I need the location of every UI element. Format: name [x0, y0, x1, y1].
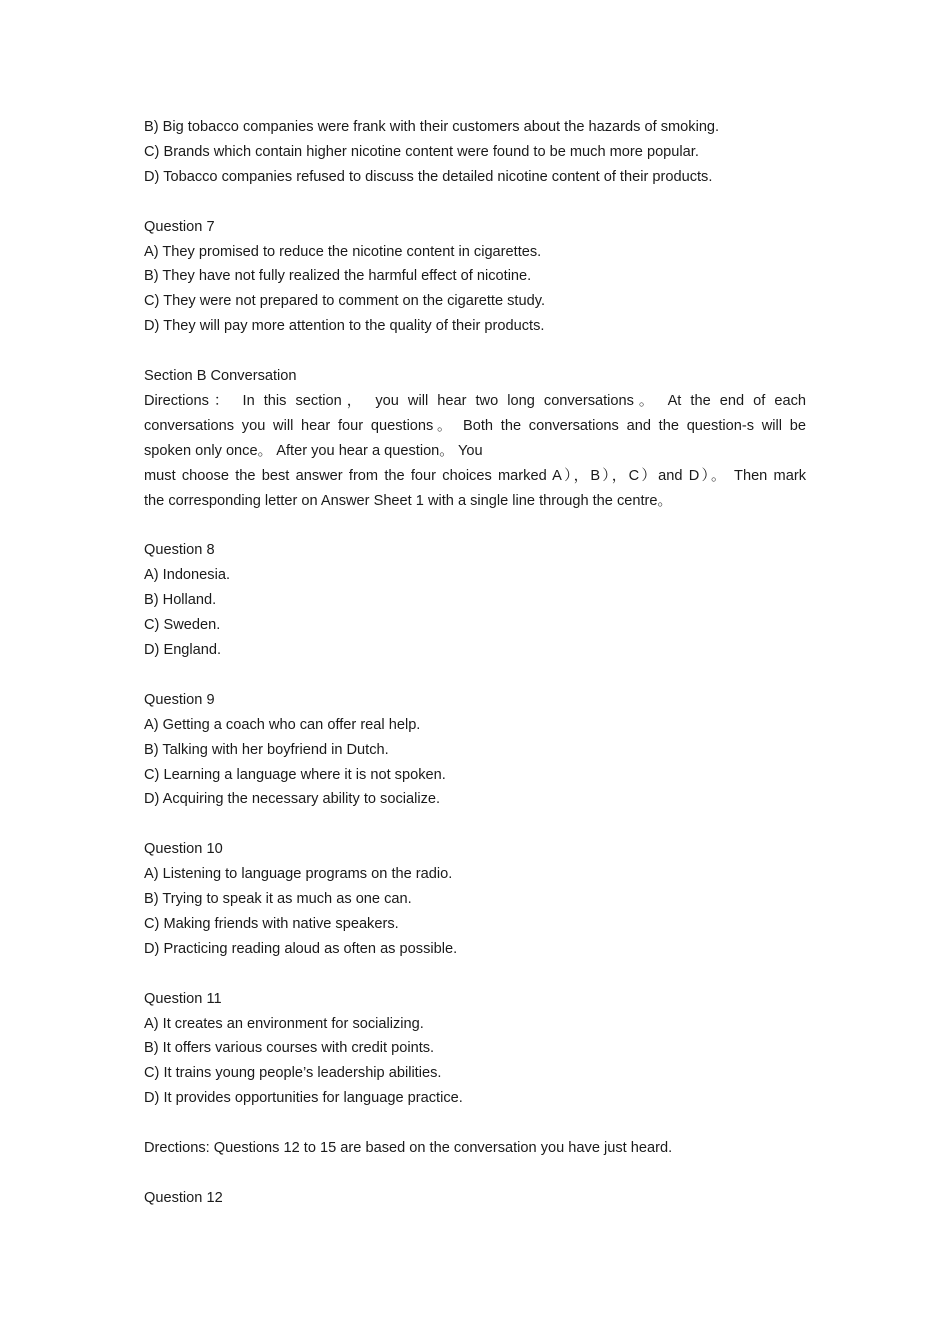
q10-option-b: B) Trying to speak it as much as one can.	[144, 891, 412, 908]
q8-option-d: D) England.	[144, 641, 222, 658]
q6-option-d: D) Tobacco companies refused to discuss the detailed nicotine content of their products.	[144, 168, 713, 185]
directions-line-1: Directions： In this section， you will hear two long conversations。 At the end of each	[144, 392, 806, 409]
question-10-title: Question 10	[144, 841, 223, 858]
q11-option-c: C) It trains young people’s leadership abilities.	[144, 1065, 442, 1082]
q6-option-c: C) Brands which contain higher nicotine content were found to be much more popular.	[144, 143, 699, 160]
q11-option-d: D) It provides opportunities for language practice.	[144, 1090, 463, 1107]
q6-option-b: B) Big tobacco companies were frank with their customers about the hazards of smoking.	[144, 119, 720, 135]
q8-option-a: A) Indonesia.	[144, 567, 230, 584]
directions-line-3: spoken only once。 After you hear a question。 You	[144, 442, 483, 459]
directions-line-4: must choose the best answer from the four choices marked A），B），C）and D）。 Then mark	[144, 467, 806, 484]
drections-note: Drections: Questions 12 to 15 are based on the conversation you have just heard.	[144, 1140, 673, 1157]
q7-option-b: B) They have not fully realized the harmful effect of nicotine.	[144, 268, 532, 285]
q10-option-a: A) Listening to language programs on the radio.	[144, 866, 453, 883]
q8-option-c: C) Sweden.	[144, 617, 221, 634]
question-8-title: Question 8	[144, 542, 215, 559]
directions-line-5: the corresponding letter on Answer Sheet 1 with a single line through the centre。	[144, 492, 673, 509]
q8-option-b: B) Holland.	[144, 592, 217, 609]
question-12-title: Question 12	[144, 1189, 223, 1206]
directions-line-2: conversations you will hear four questions。 Both the conversations and the question-s will be	[144, 417, 806, 434]
q11-option-a: A) It creates an environment for socializing.	[144, 1015, 424, 1032]
section-b-heading: Section B Conversation	[144, 368, 297, 385]
q9-option-d: D) Acquiring the necessary ability to socialize.	[144, 791, 441, 808]
q9-option-c: C) Learning a language where it is not spoken.	[144, 766, 446, 783]
q10-option-d: D) Practicing reading aloud as often as possible.	[144, 940, 458, 957]
q9-option-b: B) Talking with her boyfriend in Dutch.	[144, 741, 389, 758]
q9-option-a: A) Getting a coach who can offer real help.	[144, 716, 421, 733]
q7-option-d: D) They will pay more attention to the quality of their products.	[144, 318, 545, 335]
document-page	[144, 115, 806, 1211]
question-7-title: Question 7	[144, 218, 215, 235]
q7-option-a: A) They promised to reduce the nicotine content in cigarettes.	[144, 243, 542, 260]
q7-option-c: C) They were not prepared to comment on the cigarette study.	[144, 293, 545, 310]
q10-option-c: C) Making friends with native speakers.	[144, 915, 399, 932]
question-9-title: Question 9	[144, 691, 215, 708]
q11-option-b: B) It offers various courses with credit points.	[144, 1040, 435, 1057]
question-11-title: Question 11	[144, 990, 222, 1007]
